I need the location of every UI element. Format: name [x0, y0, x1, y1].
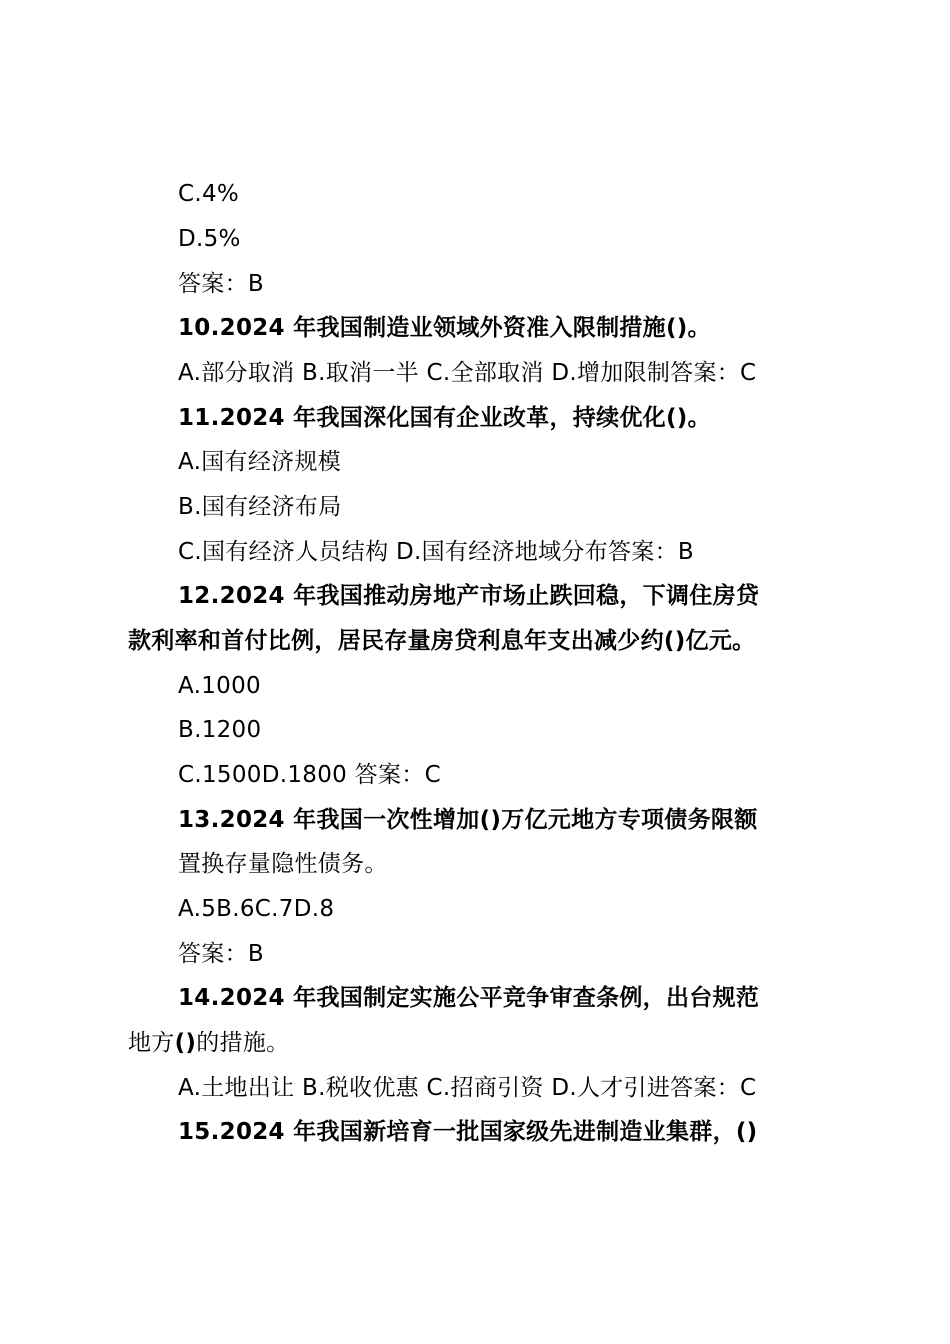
question-14-continued [128, 1028, 289, 1058]
question-15: 15.2024 年我国新培育一批国家级先进制造业集群，() [178, 1119, 758, 1145]
text-span: 地方 [128, 1030, 175, 1056]
option-text: D.5% [178, 226, 241, 252]
text-span: 的措施。 [196, 1030, 290, 1056]
options-with-answer: A.部分取消 B.取消一半 C.全部取消 D.增加限制答案：C [178, 360, 757, 386]
question-12: 12.2024 年我国推动房地产市场止跌回稳，下调住房贷 [178, 583, 760, 609]
option-text: B.国有经济布局 [178, 494, 342, 520]
option-text: A.国有经济规模 [178, 449, 342, 475]
option-text: C.4% [178, 181, 240, 207]
option-text: A.1000 [178, 673, 261, 699]
answer-text: 答案：B [178, 941, 264, 967]
question-11: 11.2024 年我国深化国有企业改革，持续优化()。 [178, 405, 711, 431]
question-13-continued: 置换存量隐性债务。 [178, 851, 388, 877]
blank-parentheses: () [174, 1030, 197, 1056]
option-text: A.5B.6C.7D.8 [178, 896, 335, 922]
question-10: 10.2024 年我国制造业领域外资准入限制措施()。 [178, 315, 711, 341]
options-with-answer: C.国有经济人员结构 D.国有经济地域分布答案：B [178, 539, 694, 565]
question-14: 14.2024 年我国制定实施公平竞争审查条例，出台规范 [178, 985, 760, 1011]
answer-text: 答案：B [178, 271, 264, 297]
options-with-answer: A.土地出让 B.税收优惠 C.招商引资 D.人才引进答案：C [178, 1075, 757, 1101]
options-with-answer: C.1500D.1800 答案：C [178, 762, 441, 788]
question-12-continued: 款利率和首付比例，居民存量房贷利息年支出减少约()亿元。 [128, 628, 756, 654]
question-13: 13.2024 年我国一次性增加()万亿元地方专项债务限额 [178, 807, 758, 833]
option-text: B.1200 [178, 717, 262, 743]
